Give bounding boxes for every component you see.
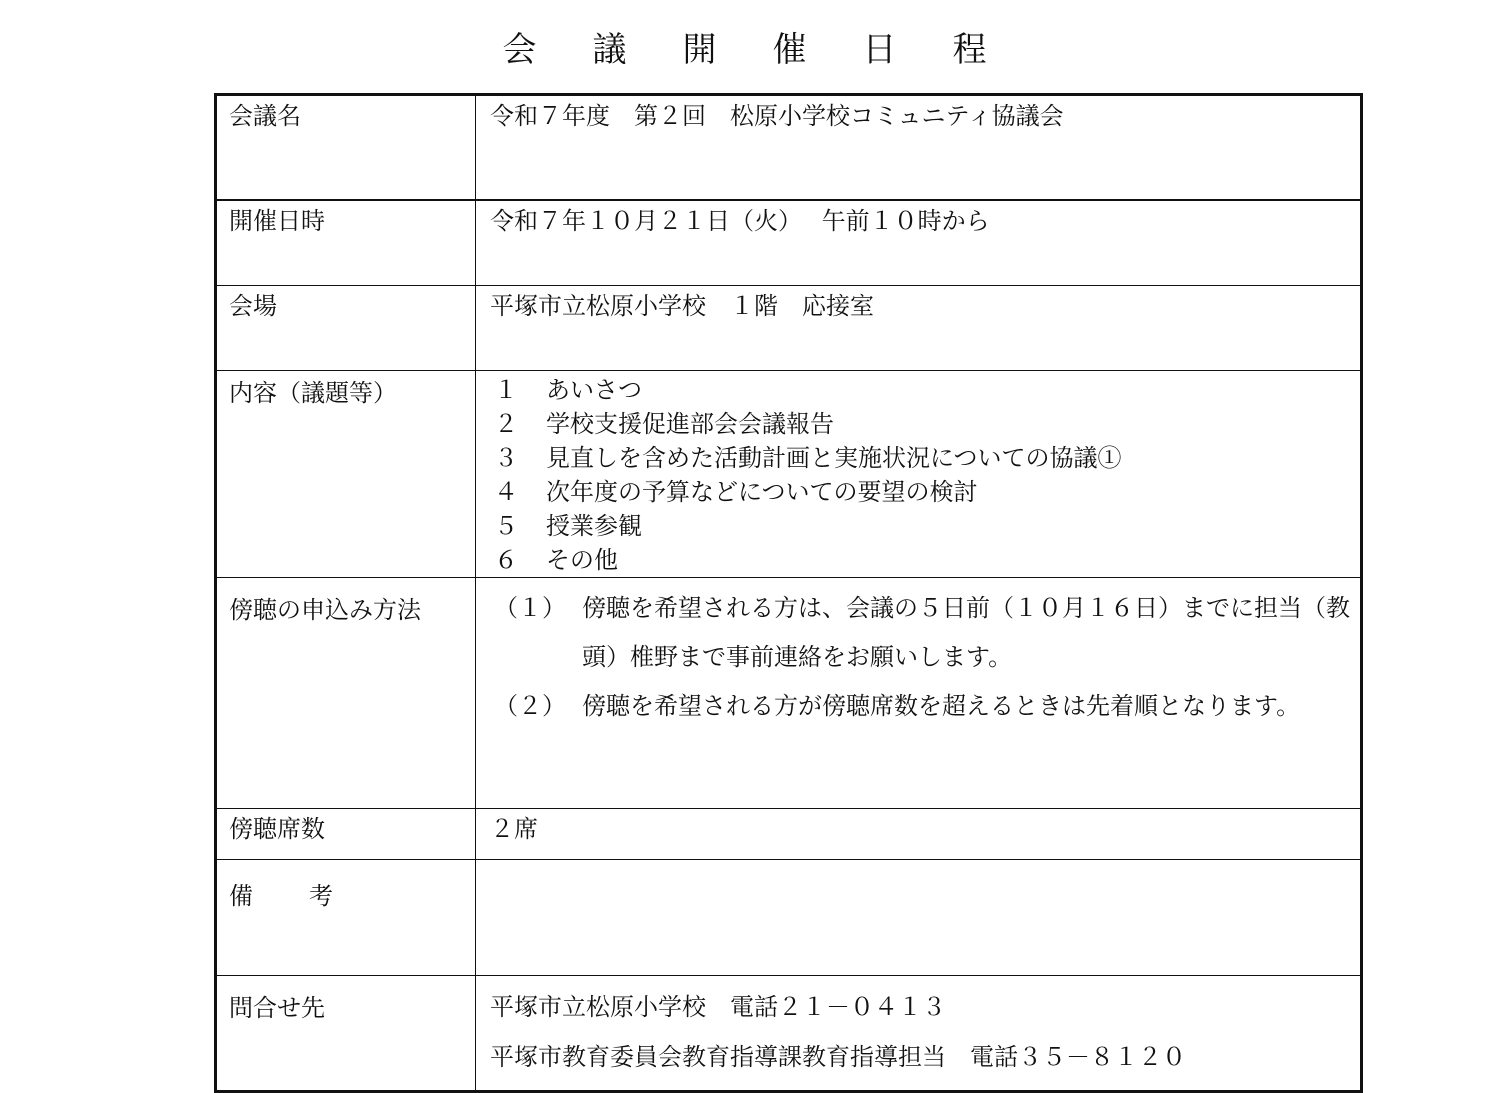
- application-item-text: 傍聴を希望される方が傍聴席数を超えるときは先着順となります。: [582, 692, 1301, 720]
- agenda-label: 内容（議題等）: [216, 371, 476, 578]
- agenda-item-text: 学校支援促進部会会議報告: [546, 410, 834, 438]
- page-title: [0, 22, 1489, 71]
- row-seats: [216, 809, 1362, 860]
- agenda-value: [476, 371, 1362, 578]
- application-item-number: （２）: [494, 692, 566, 720]
- agenda-item-number: ５: [494, 512, 518, 540]
- application-item-text: 傍聴を希望される方は、会議の５日前（１０月１６日）までに担当（教頭）椎野まで事前連絡をお願いします。: [582, 594, 1350, 671]
- contact-line: 平塚市教育委員会教育指導課教育指導担当 電話３５－８１２０: [490, 1043, 1186, 1071]
- row-datetime: [216, 200, 1362, 286]
- notes-label-second: 考: [309, 882, 333, 910]
- contact-label: 問合せ先: [216, 976, 476, 1092]
- row-notes: [216, 860, 1362, 976]
- venue-value: 平塚市立松原小学校 １階 応接室: [476, 286, 1362, 371]
- agenda-list: [490, 373, 1352, 577]
- seats-label: 傍聴席数: [216, 809, 476, 860]
- contact-value: [476, 976, 1362, 1092]
- agenda-item-text: その他: [546, 546, 618, 574]
- title-char: 開: [682, 30, 717, 70]
- agenda-item-text: 授業参観: [546, 512, 642, 540]
- list-item: [490, 441, 1352, 475]
- contact-line: 平塚市立松原小学校 電話２１－０４１３: [490, 993, 946, 1021]
- meeting-name-value: 令和７年度 第２回 松原小学校コミュニティ協議会: [476, 95, 1362, 201]
- title-char: 催: [772, 30, 807, 70]
- agenda-item-number: ３: [494, 444, 518, 472]
- list-item: [490, 543, 1352, 577]
- notes-value: [476, 860, 1362, 976]
- agenda-item-number: １: [494, 376, 518, 404]
- list-item: [490, 475, 1352, 509]
- title-char: 会: [502, 30, 537, 70]
- row-contact: [216, 976, 1362, 1092]
- application-method-label: 傍聴の申込み方法: [216, 578, 476, 809]
- notes-label: [216, 860, 476, 976]
- row-venue: [216, 286, 1362, 371]
- row-agenda: [216, 371, 1362, 578]
- agenda-item-text: 見直しを含めた活動計画と実施状況についての協議①: [546, 444, 1122, 472]
- row-meeting-name: [216, 95, 1362, 201]
- venue-label: 会場: [216, 286, 476, 371]
- list-item: [490, 373, 1352, 407]
- meeting-name-label: 会議名: [216, 95, 476, 201]
- agenda-item-number: ４: [494, 478, 518, 506]
- list-item: [490, 682, 1352, 731]
- datetime-label: 開催日時: [216, 200, 476, 286]
- list-item: [490, 407, 1352, 441]
- seats-value: ２席: [476, 809, 1362, 860]
- application-item-number: （１）: [494, 594, 566, 622]
- notes-label-first: 備: [229, 882, 253, 910]
- datetime-value: 令和７年１０月２１日（火） 午前１０時から: [476, 200, 1362, 286]
- title-char: 議: [592, 30, 627, 70]
- title-char: 日: [862, 30, 897, 70]
- agenda-item-text: あいさつ: [546, 376, 642, 404]
- application-method-value: [476, 578, 1362, 809]
- agenda-item-number: ６: [494, 546, 518, 574]
- agenda-item-text: 次年度の予算などについての要望の検討: [546, 478, 978, 506]
- row-application-method: [216, 578, 1362, 809]
- schedule-table: [214, 93, 1363, 1093]
- list-item: [490, 509, 1352, 543]
- agenda-item-number: ２: [494, 410, 518, 438]
- title-char: 程: [952, 30, 987, 70]
- list-item: [490, 584, 1352, 682]
